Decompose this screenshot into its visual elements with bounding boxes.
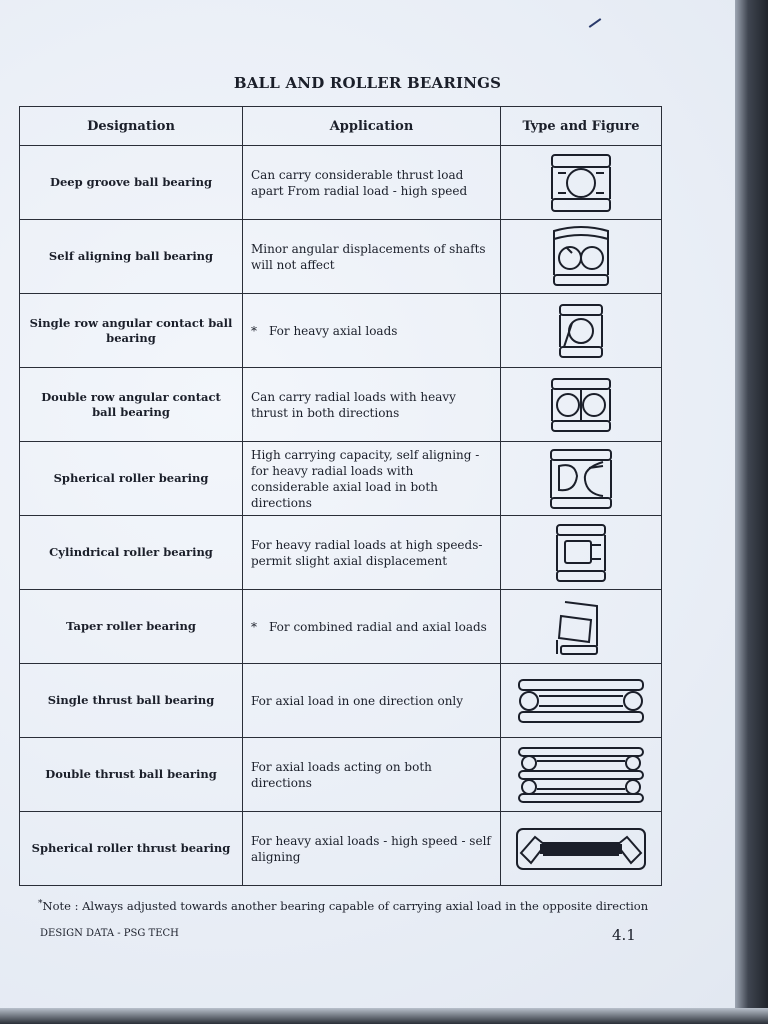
figure-cell: [501, 220, 662, 294]
table-row: [20, 220, 662, 294]
table-row: [20, 664, 662, 738]
spherical-roller-bearing-icon: [545, 446, 617, 512]
cylindrical-roller-bearing-icon: [551, 521, 611, 585]
self-aligning-ball-bearing-icon: [546, 225, 616, 289]
application-text: For heavy axial loads: [269, 323, 398, 338]
designation-cell: Taper roller bearing: [20, 590, 243, 664]
figure-cell: [501, 516, 662, 590]
designation-cell: Cylindrical roller bearing: [20, 516, 243, 590]
table-row: [20, 294, 662, 368]
deep-groove-ball-bearing-icon: [546, 151, 616, 215]
designation-cell: Spherical roller bearing: [20, 442, 243, 516]
pen-tick-mark: [589, 18, 602, 28]
designation-cell: Spherical roller thrust bearing: [20, 812, 243, 886]
application-cell: [243, 294, 501, 368]
designation-cell: Deep groove ball bearing: [20, 146, 243, 220]
figure-cell: [501, 146, 662, 220]
table-row: [20, 516, 662, 590]
footnote: [38, 899, 678, 913]
single-thrust-ball-bearing-icon: [515, 676, 647, 726]
designation-cell: Single thrust ball bearing: [20, 664, 243, 738]
angular-contact-ball-bearing-icon: [554, 301, 608, 361]
column-header-designation: Designation: [20, 107, 243, 146]
page-bottom-edge: [0, 1008, 768, 1024]
figure-cell: [501, 738, 662, 812]
figure-cell: [501, 294, 662, 368]
double-thrust-ball-bearing-icon: [515, 744, 647, 806]
application-cell: For heavy radial loads at high speeds-permit slight axial displacement: [243, 516, 501, 590]
designation-cell: Double thrust ball bearing: [20, 738, 243, 812]
application-cell: Can carry radial loads with heavy thrust in both directions: [243, 368, 501, 442]
table-header-row: [20, 107, 662, 146]
application-cell: For heavy axial loads - high speed - self aligning: [243, 812, 501, 886]
column-header-type-and-figure: Type and Figure: [501, 107, 662, 146]
table-row: [20, 146, 662, 220]
bearings-table: [19, 106, 662, 886]
figure-cell: [501, 590, 662, 664]
spherical-roller-thrust-bearing-icon: [513, 823, 649, 875]
figure-cell: [501, 664, 662, 738]
bullet-marker: *: [251, 619, 257, 634]
table-row: [20, 738, 662, 812]
figure-cell: [501, 812, 662, 886]
figure-cell: [501, 442, 662, 516]
application-cell: High carrying capacity, self aligning - for heavy radial loads with considerable axial load in both directions: [243, 442, 501, 516]
table-row: [20, 368, 662, 442]
taper-roller-bearing-icon: [551, 596, 611, 658]
application-cell: [243, 590, 501, 664]
footnote-marker: *: [38, 899, 43, 909]
application-cell: For axial load in one direction only: [243, 664, 501, 738]
application-text: For combined radial and axial loads: [269, 619, 487, 634]
footer-source: DESIGN DATA - PSG TECH: [40, 928, 179, 939]
footnote-text: Always adjusted towards another bearing capable of carrying axial load in the opposite direction: [82, 899, 649, 913]
application-cell: For axial loads acting on both directions: [243, 738, 501, 812]
figure-cell: [501, 368, 662, 442]
application-cell: Can carry considerable thrust load apart From radial load - high speed: [243, 146, 501, 220]
double-row-ball-bearing-icon: [546, 375, 616, 435]
page-title: BALL AND ROLLER BEARINGS: [233, 74, 502, 92]
table-row: [20, 812, 662, 886]
table-row: [20, 442, 662, 516]
designation-cell: Single row angular contact ball bearing: [20, 294, 243, 368]
application-cell: Minor angular displacements of shafts will not affect: [243, 220, 501, 294]
designation-cell: Self aligning ball bearing: [20, 220, 243, 294]
footnote-label: Note :: [42, 899, 79, 913]
column-header-application: Application: [243, 107, 501, 146]
designation-cell: Double row angular contact ball bearing: [20, 368, 243, 442]
bullet-marker: *: [251, 323, 257, 338]
table-row: [20, 590, 662, 664]
page-number: 4.1: [612, 926, 636, 944]
book-edge-shadow: [735, 0, 768, 1024]
